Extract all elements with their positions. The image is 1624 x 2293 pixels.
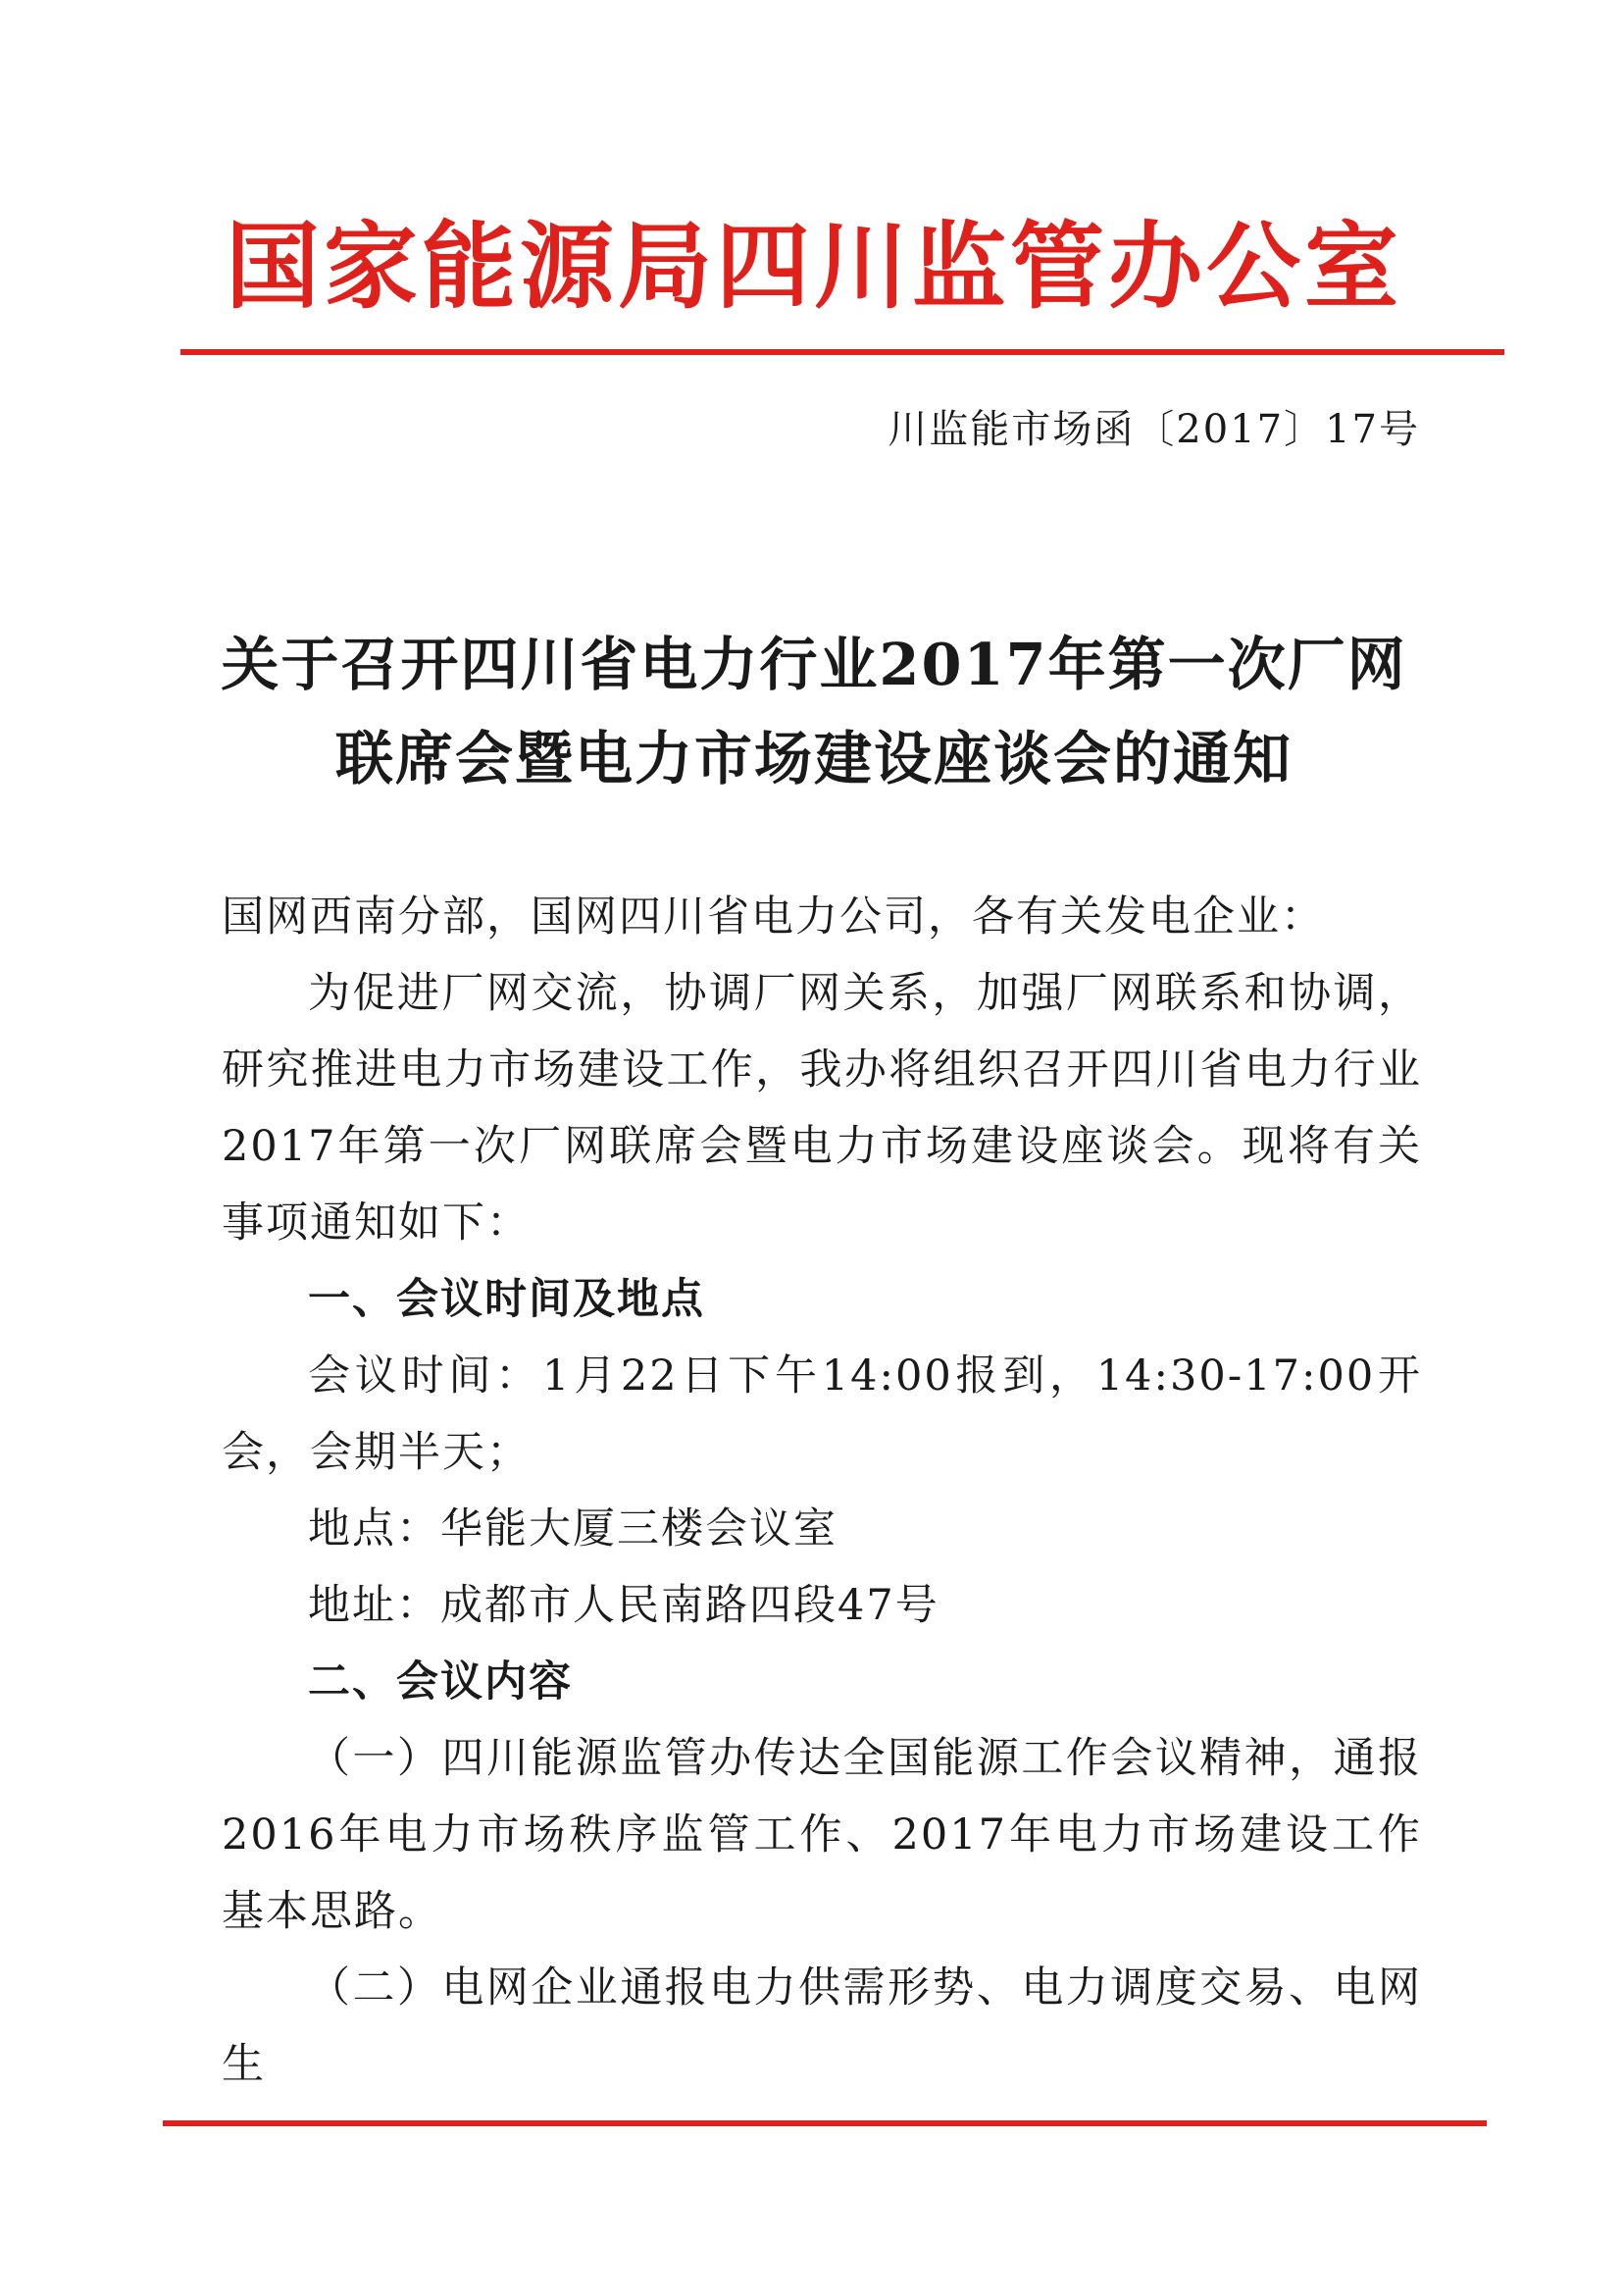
content-item-2: （二）电网企业通报电力供需形势、电力调度交易、电网生 xyxy=(222,1963,1422,2089)
meeting-venue: 地点：华能大厦三楼会议室 xyxy=(308,1504,837,1554)
intro-paragraph: 为促进厂网交流，协调厂网关系，加强厂网联系和协调，研究推进电力市场建设工作，我办将组织召开四川省电力行业2017年第一次厂网联席会暨电力市场建设座谈会。现将有关事项通知如下： xyxy=(222,969,1422,1248)
meeting-address: 地址：成都市人民南路四段47号 xyxy=(308,1581,939,1630)
salutation: 国网西南分部，国网四川省电力公司，各有关发电企业： xyxy=(222,892,1325,942)
notice-title xyxy=(177,618,1451,806)
notice-title-line-1: 关于召开四川省电力行业2017年第一次厂网 xyxy=(221,631,1407,698)
notice-title-line-2: 联席会暨电力市场建设座谈会的通知 xyxy=(334,725,1293,792)
document-number: 川监能市场函〔2017〕17号 xyxy=(888,407,1420,452)
footer-red-rule xyxy=(163,2120,1487,2126)
letterhead-org-name: 国家能源局四川监管办公室 xyxy=(226,212,1402,322)
content-item-1: （一）四川能源监管办传达全国能源工作会议精神，通报2016年电力市场秩序监管工作、2017年电力市场建设工作基本思路。 xyxy=(222,1734,1422,1936)
letterhead-red-rule xyxy=(180,349,1504,355)
meeting-time: 会议时间：1月22日下午14:00报到，14:30-17:00开会，会期半天； xyxy=(222,1351,1422,1477)
notice-body xyxy=(222,879,1422,2103)
section-heading-time-venue: 一、会议时间及地点 xyxy=(308,1275,705,1324)
section-heading-content: 二、会议内容 xyxy=(308,1657,573,1707)
